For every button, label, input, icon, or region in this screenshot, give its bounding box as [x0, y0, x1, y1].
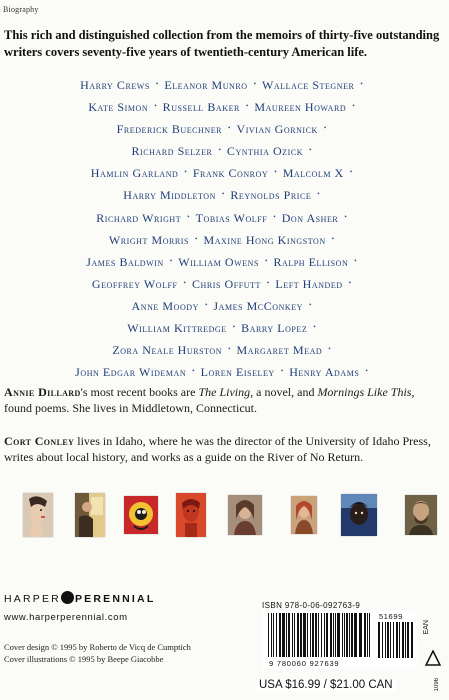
bullet-separator-icon: • — [328, 345, 331, 354]
author-name: Don Asher — [281, 210, 339, 225]
author-row — [0, 361, 449, 383]
author-name: William Owens — [178, 254, 259, 269]
bio-conley-name: Cort Conley — [4, 434, 75, 448]
author-name: John Edgar Wideman — [75, 365, 187, 380]
author-name: Harry Middleton — [123, 188, 216, 203]
author-row — [0, 140, 449, 162]
warning-triangle-icon — [425, 650, 441, 666]
bullet-separator-icon: • — [195, 234, 198, 243]
bullet-separator-icon: • — [280, 367, 284, 376]
bio-conley: Cort Conley lives in Idaho, where he was the director of the University of Idaho Press, writes about local history, and works as a guide on the River of No Return. — [4, 434, 431, 464]
author-row — [0, 118, 449, 140]
bullet-separator-icon: • — [354, 256, 357, 265]
author-row — [0, 317, 449, 339]
publisher-circle-icon — [61, 591, 74, 604]
print-code: 1096 — [434, 678, 440, 692]
author-name: Frank Conroy — [192, 166, 269, 181]
bullet-separator-icon: • — [228, 345, 231, 354]
bullet-separator-icon: • — [352, 102, 355, 111]
author-name: Harry Crews — [80, 78, 150, 92]
author-name: Malcolm X — [282, 166, 344, 181]
author-name: Eleanor Munro — [164, 78, 248, 92]
author-row — [0, 251, 449, 273]
portrait-woman-profile-icon — [23, 493, 53, 537]
bullet-separator-icon: • — [204, 300, 208, 309]
bullet-separator-icon: • — [309, 300, 312, 309]
author-row — [0, 96, 449, 118]
author-name: Maxine Hong Kingston — [203, 232, 326, 247]
author-row — [0, 207, 449, 229]
bullet-separator-icon: • — [266, 278, 270, 287]
price-label: USA $16.99 / $21.00 CAN — [256, 679, 396, 691]
bullet-separator-icon: • — [245, 102, 249, 111]
portrait-red-flower-icon — [124, 496, 158, 534]
bullet-separator-icon: • — [184, 168, 187, 177]
publisher-website: www.harperperennial.com — [4, 612, 128, 623]
author-name: Kate Simon — [88, 100, 149, 115]
bullet-separator-icon: • — [317, 190, 320, 199]
author-name: Geoffrey Wolff — [91, 276, 178, 291]
bullet-separator-icon: • — [169, 256, 173, 265]
bullet-separator-icon: • — [228, 124, 231, 133]
author-name: James McConkey — [213, 298, 303, 313]
author-row — [0, 162, 449, 184]
bullet-separator-icon: • — [192, 367, 195, 376]
bullet-separator-icon: • — [348, 278, 352, 287]
bullet-separator-icon: • — [232, 323, 236, 332]
author-name: Zora Neale Hurston — [112, 343, 223, 358]
bullet-separator-icon: • — [313, 323, 316, 332]
bullet-separator-icon: • — [360, 80, 363, 88]
author-row — [0, 295, 449, 317]
credit-illustrations: Cover illustrations © 1995 by Beepe Giacobbe — [4, 654, 164, 664]
bullet-separator-icon: • — [154, 102, 157, 111]
category-label: Biography — [3, 5, 39, 14]
barcode-addon-number: 51699 — [379, 612, 403, 621]
author-row — [0, 339, 449, 361]
author-name: Richard Wright — [96, 210, 182, 225]
bullet-separator-icon: • — [273, 212, 276, 221]
book-title-mornings: Mornings Like This — [317, 385, 412, 399]
author-row — [0, 184, 449, 206]
author-name: Margaret Mead — [236, 343, 323, 358]
intro-text: This rich and distinguished collection from the memoirs of thirty-five outstanding writers covers seventy-five years of twentieth-century American life. — [4, 28, 440, 59]
author-name: Henry Adams — [289, 365, 360, 380]
author-name: Hamlin Garland — [90, 166, 179, 181]
bullet-separator-icon: • — [274, 168, 277, 177]
portrait-woman-orange-icon — [291, 496, 317, 534]
credit-design: Cover design © 1995 by Roberto de Vicq de Cumptich — [4, 642, 191, 652]
author-name: Loren Eiseley — [200, 365, 275, 380]
cover-credits — [4, 641, 191, 665]
author-name: Wright Morris — [108, 232, 190, 247]
author-name: Russell Baker — [162, 100, 240, 115]
portrait-man-beard-icon — [405, 495, 437, 535]
isbn-label: ISBN 978-0-06-092763-9 — [262, 601, 361, 610]
author-name: Ralph Ellison — [273, 254, 349, 269]
bullet-separator-icon: • — [344, 212, 347, 221]
author-row — [0, 273, 449, 295]
book-title-living: The Living — [198, 385, 251, 399]
bullet-separator-icon: • — [309, 146, 312, 155]
author-name: Left Handed — [275, 276, 343, 291]
ean-label: EAN — [423, 620, 430, 635]
barcode — [262, 611, 417, 669]
author-name: Vivian Gornick — [236, 122, 318, 137]
author-name: Reynolds Price — [230, 188, 312, 203]
bullet-separator-icon: • — [187, 212, 190, 221]
bullet-separator-icon: • — [218, 146, 221, 155]
portrait-figure-doorway-icon — [75, 493, 105, 537]
bullet-separator-icon: • — [253, 80, 257, 88]
bullet-separator-icon: • — [183, 278, 186, 287]
bullet-separator-icon: • — [265, 256, 268, 265]
bio-dillard: Annie Dillard's most recent books are The Living, a novel, and Mornings Like This, found poems. She lives in Middletown, Connecticut. — [4, 385, 415, 415]
portrait-red-head-icon — [176, 493, 206, 537]
bio-dillard-name: Annie Dillard — [4, 385, 81, 399]
publisher-logo: HARPER PERENNIAL — [4, 593, 156, 605]
barcode-number: 9 780060 927639 — [269, 659, 340, 668]
bullet-separator-icon: • — [221, 190, 225, 199]
author-name: Chris Offutt — [191, 276, 261, 291]
author-row — [0, 74, 449, 96]
bullet-separator-icon: • — [155, 80, 159, 88]
author-name: Maureen Howard — [254, 100, 347, 115]
author-name: Frederick Buechner — [116, 122, 223, 137]
bullet-separator-icon: • — [349, 168, 353, 177]
author-name: Anne Moody — [131, 298, 199, 313]
author-name: Wallace Stegner — [262, 78, 355, 92]
author-name: William Kittredge — [127, 321, 227, 336]
author-name: James Baldwin — [86, 254, 164, 269]
author-name: Cynthia Ozick — [226, 144, 304, 159]
bullet-separator-icon: • — [323, 124, 327, 133]
author-row — [0, 229, 449, 251]
bullet-separator-icon: • — [331, 234, 335, 243]
portrait-dark-face-blue-icon — [341, 494, 377, 536]
bullet-separator-icon: • — [365, 367, 368, 376]
author-name: Tobias Wolff — [195, 210, 268, 225]
portrait-thumbnails — [0, 493, 449, 541]
author-name: Richard Selzer — [131, 144, 213, 159]
author-name: Barry Lopez — [241, 321, 308, 336]
portrait-woman-tan-icon — [228, 495, 262, 535]
author-list — [0, 74, 449, 383]
